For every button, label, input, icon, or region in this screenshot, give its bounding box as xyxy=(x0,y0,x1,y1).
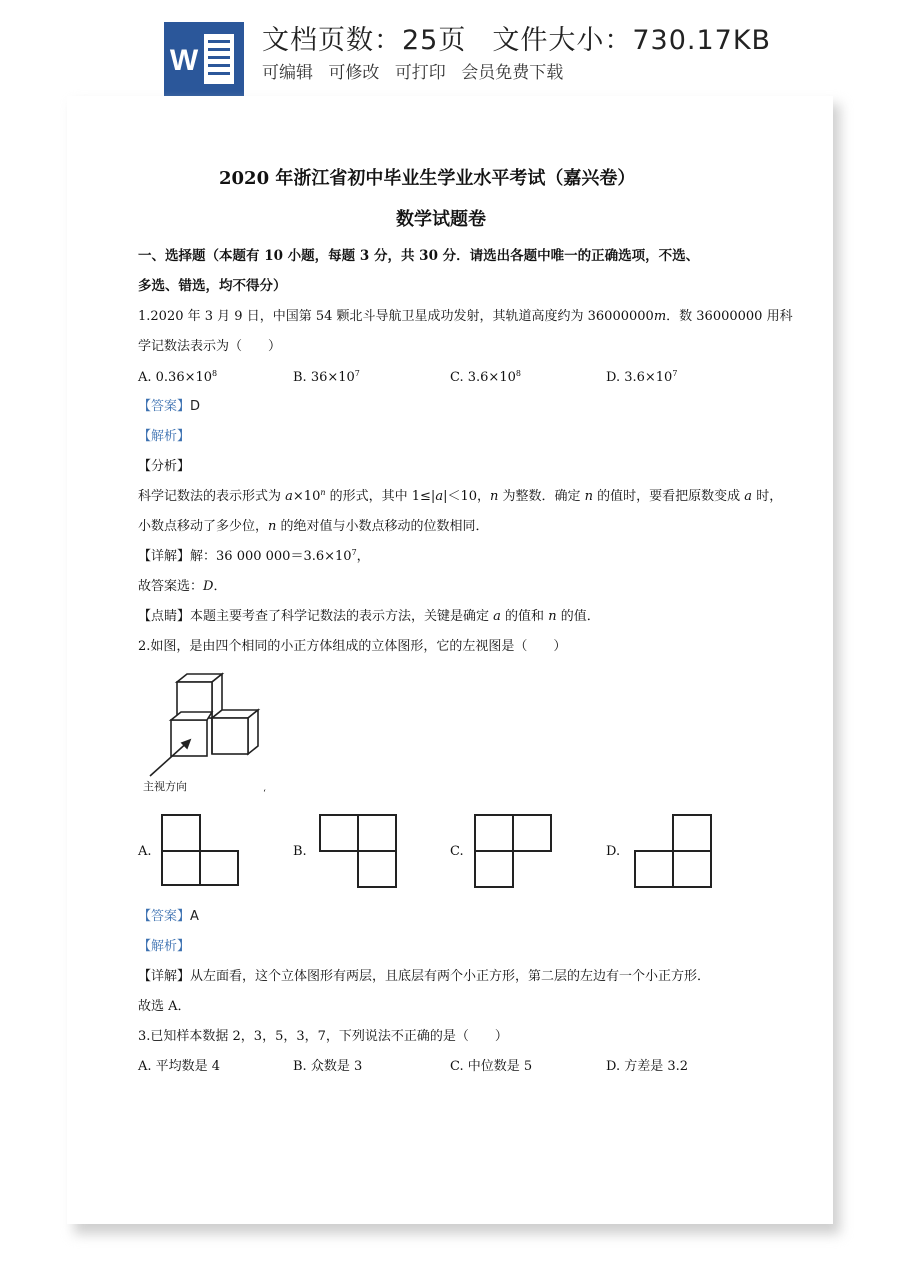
figure-mark: ‘ xyxy=(263,789,266,799)
q1-fenxi-tag: 【分析】 xyxy=(138,459,191,474)
feature-printable: 可打印 xyxy=(394,63,446,83)
download-banner xyxy=(0,0,900,100)
q2-analysis-tag: 【解析】 xyxy=(138,939,191,954)
feature-list xyxy=(262,58,563,83)
q2-option-b-label: B. xyxy=(293,844,307,859)
q2-option-b-figure xyxy=(318,813,398,889)
q2-option-d-figure xyxy=(633,813,715,889)
q3-stem: 3.已知样本数据 2，3，5，3，7，下列说法不正确的是（ ） xyxy=(138,1029,508,1044)
q2-detail: 【详解】从左面看，这个立体图形有两层，且底层有两个小正方形，第二层的左边有一个小正方形． xyxy=(138,969,711,984)
q2-option-c-label: C. xyxy=(450,844,464,859)
doc-title: 2020 年浙江省初中毕业生学业水平考试（嘉兴卷） xyxy=(219,168,636,189)
q1-choice: 故答案选：D． xyxy=(138,579,227,594)
q2-option-a-label: A. xyxy=(138,844,152,859)
document-page xyxy=(67,96,833,1224)
feature-modifiable: 可修改 xyxy=(328,63,380,83)
q1-detail: 【详解】解：36 000 $000=3.6\times 10^7$， xyxy=(138,548,370,564)
feature-member-download: 会员免费下载 xyxy=(461,63,564,83)
feature-editable: 可编辑 xyxy=(262,63,313,83)
doc-subtitle: 数学试题卷 xyxy=(396,209,486,230)
file-size: 文件大小：730.17KB xyxy=(492,25,772,56)
section-heading-line1: 一、选择题（本题有 10 小题，每题 3 分，共 30 分．请选出各题中唯一的正确选项，不选、 xyxy=(138,248,700,264)
q1-answer: 【答案】D xyxy=(138,399,201,414)
section-heading-line2: 多选、错选，均不得分） xyxy=(138,278,287,294)
q3-option-b: B. 众数是 3 xyxy=(293,1059,363,1074)
q1-fenxi-line1: 科学记数法的表示形式为 $a\times 10^n$ 的形式，其中 1≤|a|＜10，n 为整数．确定 n 的值时，要看把原数变成 a 时， xyxy=(138,488,783,504)
q1-fenxi-line2: 小数点移动了多少位，n 的绝对值与小数点移动的位数相同． xyxy=(138,519,489,534)
q1-option-d: D. $3.6\times 10^7$ xyxy=(606,369,678,385)
q1-option-c: C. $3.6\times 10^8$ xyxy=(450,369,521,385)
page-count: 文档页数：25页 xyxy=(262,25,467,56)
q1-option-b: B. $36\times 10^7$ xyxy=(293,369,360,385)
q1-analysis-tag: 【解析】 xyxy=(138,429,191,444)
file-info xyxy=(262,18,771,57)
q2-stem: 2.如图，是由四个相同的小正方体组成的立体图形，它的左视图是（ ） xyxy=(138,639,567,654)
q2-option-a-figure xyxy=(160,813,240,887)
view-direction-label: 主视方向 xyxy=(143,780,187,793)
word-document-icon xyxy=(164,22,244,96)
q1-option-a: A. $0.36\times 10^8$ xyxy=(138,369,218,385)
q2-option-d-label: D. xyxy=(606,844,621,859)
q3-option-d: D. 方差是 3.2 xyxy=(606,1059,689,1074)
q2-choice: 故选 A． xyxy=(138,999,191,1014)
svg-text:W: W xyxy=(169,44,199,77)
q1-stem-line1: 1.2020 年 3 月 9 日，中国第 54 颗北斗导航卫星成功发射，其轨道高度约为 36000000m．数 36000000 用科 xyxy=(138,309,793,324)
q3-option-c: C. 中位数是 5 xyxy=(450,1059,533,1074)
q2-cube-figure xyxy=(140,668,270,793)
q1-comment: 【点睛】本题主要考查了科学记数法的表示方法，关键是确定 a 的值和 n 的值． xyxy=(138,609,600,624)
q3-option-a: A. 平均数是 4 xyxy=(138,1059,221,1074)
q1-stem-line2: 学记数法表示为（ ） xyxy=(138,339,282,354)
q2-answer: 【答案】A xyxy=(138,909,199,924)
q2-option-c-figure xyxy=(473,813,555,891)
